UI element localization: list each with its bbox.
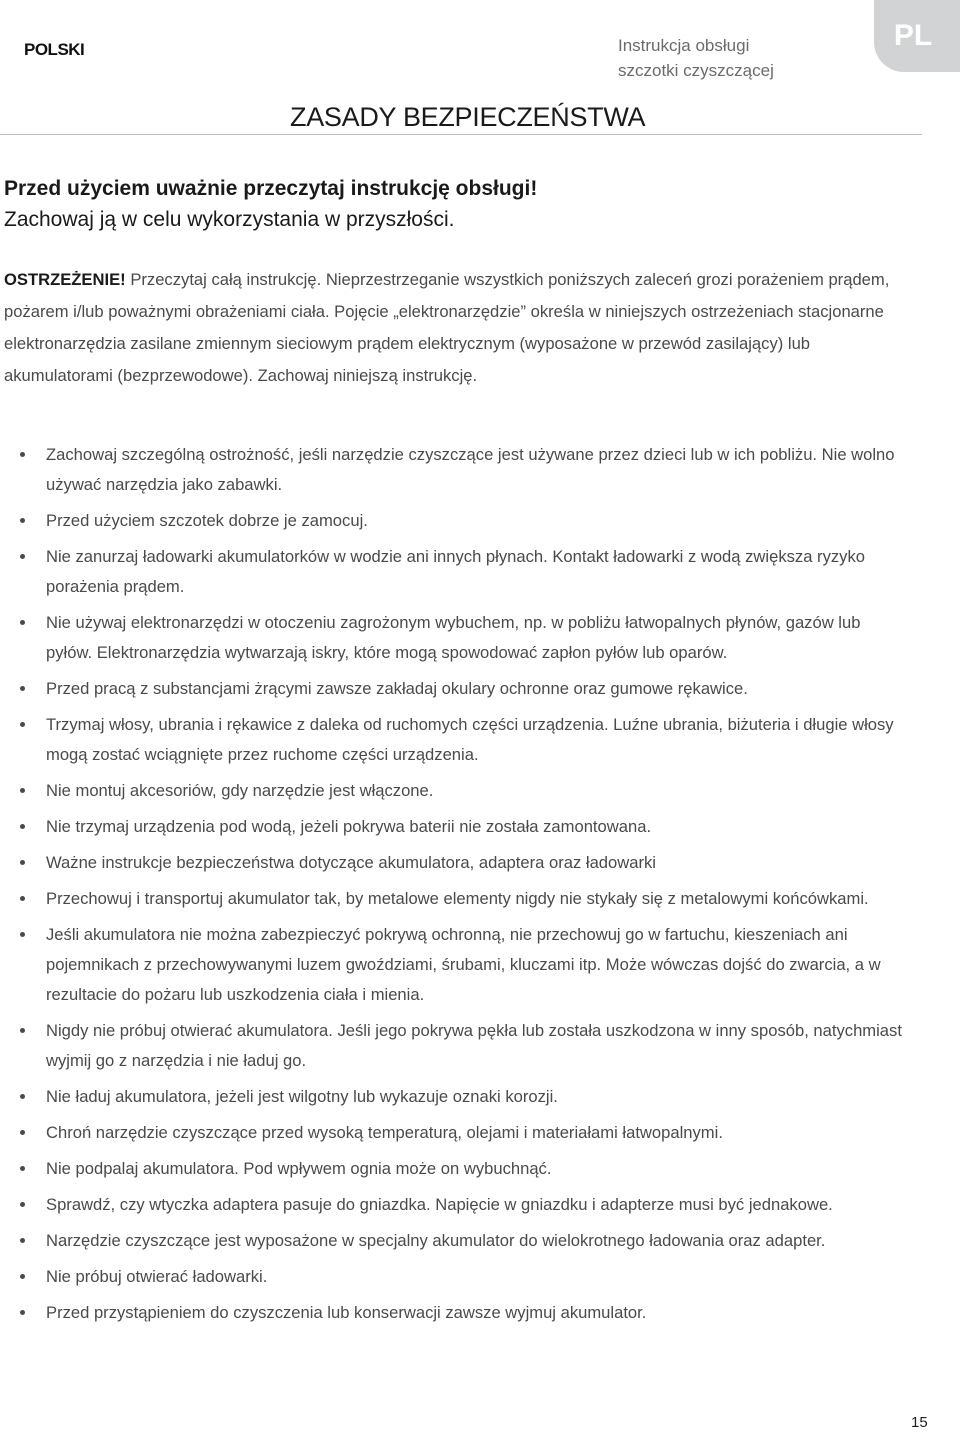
bullet-icon	[20, 722, 25, 727]
list-item	[0, 1262, 905, 1292]
list-item	[0, 776, 905, 806]
bullet-icon	[20, 896, 25, 901]
list-item	[0, 1154, 905, 1184]
list-item-text: Nigdy nie próbuj otwierać akumulatora. Jeśli jego pokrywa pękła lub została uszkodzona w inny sposób, natychmiast wyjmij go z narzędzia i nie ładuj go.	[46, 1021, 902, 1070]
list-item-text: Trzymaj włosy, ubrania i rękawice z daleka od ruchomych części urządzenia. Luźne ubrania, biżuteria i długie włosy mogą zostać wciągnięte przez ruchome części urządzenia.	[46, 715, 894, 764]
list-item	[0, 1190, 905, 1220]
intro-notice	[4, 173, 904, 235]
bullet-icon	[20, 1202, 25, 1207]
bullet-icon	[20, 686, 25, 691]
bullet-icon	[20, 452, 25, 457]
list-item	[0, 1082, 905, 1112]
bullet-icon	[20, 1028, 25, 1033]
list-item	[0, 710, 905, 770]
intro-line-1: Przed użyciem uważnie przeczytaj instrukcję obsługi!	[4, 177, 538, 200]
list-item	[0, 542, 905, 602]
bullet-icon	[20, 1166, 25, 1171]
list-item	[0, 812, 905, 842]
language-badge: PL	[874, 0, 960, 72]
list-item	[0, 440, 905, 500]
list-item-text: Przed użyciem szczotek dobrze je zamocuj.	[46, 511, 368, 530]
bullet-icon	[20, 518, 25, 523]
list-item-text: Przechowuj i transportuj akumulator tak, by metalowe elementy nigdy nie stykały się z metalowymi końcówkami.	[46, 889, 869, 908]
list-item	[0, 1016, 905, 1076]
bullet-icon	[20, 1310, 25, 1315]
list-item	[0, 1298, 905, 1328]
bullet-icon	[20, 932, 25, 937]
warning-paragraph	[4, 264, 904, 392]
list-item	[0, 1118, 905, 1148]
warning-text: Przeczytaj całą instrukcję. Nieprzestrzeganie wszystkich poniższych zaleceń grozi porażeniem prądem, pożarem i/lub poważnymi obrażeniami ciała. Pojęcie „elektronarzędzie” określa w niniejszych ostrzeżeniach stacjonarne elektronarzędzia zasilane zmiennym sieciowym prądem elektrycznym (wyposażone w przewód zasilający) lub akumulatorami (bezprzewodowe). Zachowaj niniejszą instrukcję.	[4, 270, 890, 385]
list-item	[0, 608, 905, 668]
page-number: 15	[911, 1414, 928, 1431]
intro-line-2: Zachowaj ją w celu wykorzystania w przyszłości.	[4, 208, 455, 231]
list-item-text: Jeśli akumulatora nie można zabezpieczyć pokrywą ochronną, nie przechowuj go w fartuchu, kieszeniach ani pojemnikach z przechowywanymi luzem gwoździami, śrubami, kluczami itp. Może wówczas dojść do zwarcia, a w rezultacie do pożaru lub uszkodzenia ciała i mienia.	[46, 925, 881, 1004]
document-title	[618, 33, 838, 83]
list-item-text: Ważne instrukcje bezpieczeństwa dotyczące akumulatora, adaptera oraz ładowarki	[46, 853, 656, 872]
language-label: POLSKI	[24, 40, 85, 59]
list-item	[0, 884, 905, 914]
list-item-text: Zachowaj szczególną ostrożność, jeśli narzędzie czyszczące jest używane przez dzieci lub w ich pobliżu. Nie wolno używać narzędzia jako zabawki.	[46, 445, 895, 494]
list-item	[0, 920, 905, 1010]
bullet-icon	[20, 1094, 25, 1099]
list-item-text: Przed przystąpieniem do czyszczenia lub konserwacji zawsze wyjmuj akumulator.	[46, 1303, 647, 1322]
list-item-text: Przed pracą z substancjami żrącymi zawsze zakładaj okulary ochronne oraz gumowe rękawice.	[46, 679, 748, 698]
safety-rules-list	[0, 440, 905, 1334]
list-item-text: Nie używaj elektronarzędzi w otoczeniu zagrożonym wybuchem, np. w pobliżu łatwopalnych płynów, gazów lub pyłów. Elektronarzędzia wytwarzają iskry, które mogą spowodować zapłon pyłów lub oparów.	[46, 613, 861, 662]
list-item-text: Nie próbuj otwierać ładowarki.	[46, 1267, 268, 1286]
list-item-text: Chroń narzędzie czyszczące przed wysoką temperaturą, olejami i materiałami łatwopalnymi.	[46, 1123, 723, 1142]
document-title-line-1: Instrukcja obsługi	[618, 36, 750, 55]
bullet-icon	[20, 824, 25, 829]
bullet-icon	[20, 1274, 25, 1279]
list-item-text: Nie zanurzaj ładowarki akumulatorków w wodzie ani innych płynach. Kontakt ładowarki z wodą zwiększa ryzyko porażenia prądem.	[46, 547, 865, 596]
bullet-icon	[20, 1238, 25, 1243]
list-item-text: Sprawdź, czy wtyczka adaptera pasuje do gniazdka. Napięcie w gniazdku i adapterze musi być jednakowe.	[46, 1195, 833, 1214]
bullet-icon	[20, 554, 25, 559]
list-item-text: Nie montuj akcesoriów, gdy narzędzie jest włączone.	[46, 781, 434, 800]
title-divider	[0, 134, 922, 135]
bullet-icon	[20, 788, 25, 793]
list-item	[0, 848, 905, 878]
list-item-text: Narzędzie czyszczące jest wyposażone w specjalny akumulator do wielokrotnego ładowania oraz adapter.	[46, 1231, 826, 1250]
document-title-line-2: szczotki czyszczącej	[618, 61, 774, 80]
list-item-text: Nie trzymaj urządzenia pod wodą, jeżeli pokrywa baterii nie została zamontowana.	[46, 817, 652, 836]
bullet-icon	[20, 620, 25, 625]
warning-label: OSTRZEŻENIE!	[4, 270, 126, 289]
list-item	[0, 1226, 905, 1256]
bullet-icon	[20, 1130, 25, 1135]
bullet-icon	[20, 860, 25, 865]
list-item-text: Nie podpalaj akumulatora. Pod wpływem ognia może on wybuchnąć.	[46, 1159, 552, 1178]
section-title: ZASADY BEZPIECZEŃSTWA	[290, 102, 646, 132]
list-item-text: Nie ładuj akumulatora, jeżeli jest wilgotny lub wykazuje oznaki korozji.	[46, 1087, 558, 1106]
list-item	[0, 674, 905, 704]
list-item	[0, 506, 905, 536]
